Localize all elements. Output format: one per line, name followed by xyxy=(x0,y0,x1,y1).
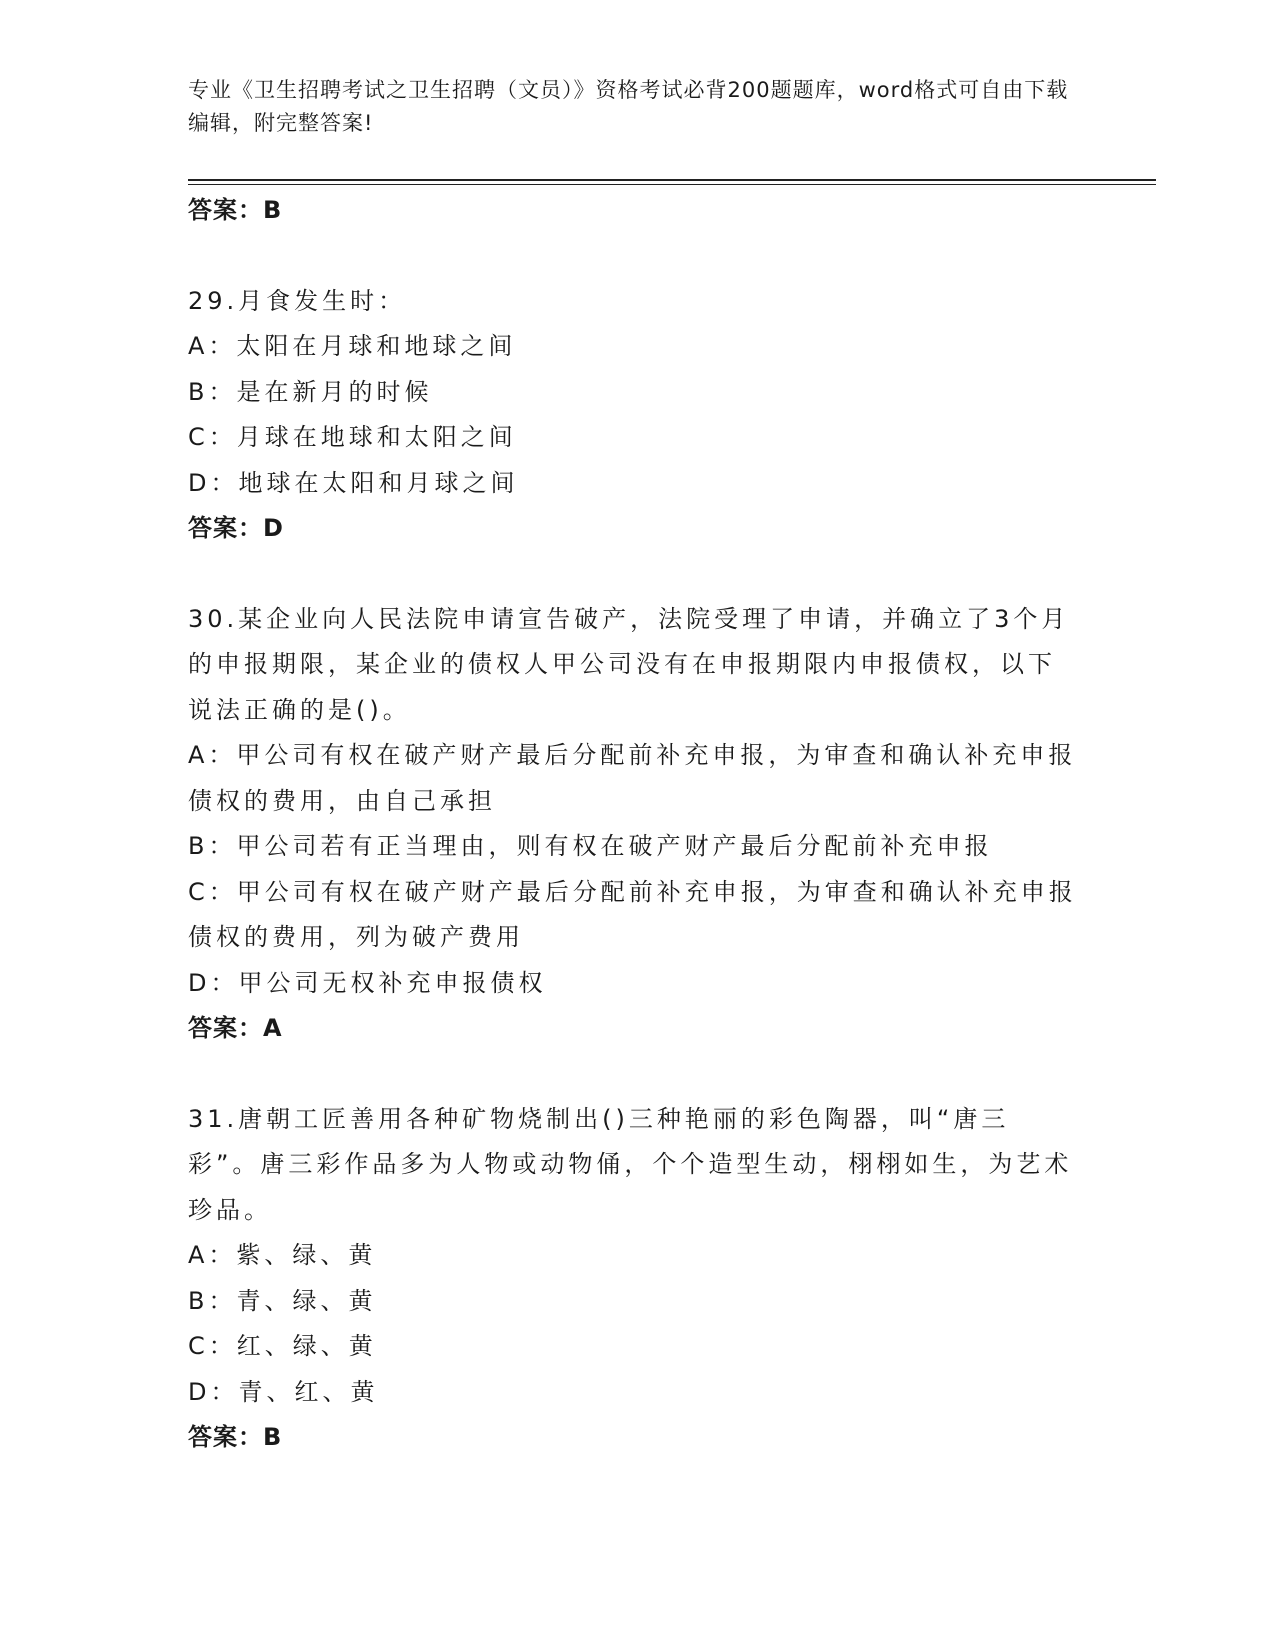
option-b: B：青、绿、黄 xyxy=(188,1286,377,1315)
question-stem: 31.唐朝工匠善用各种矿物烧制出()三种艳丽的彩色陶器，叫“唐三彩”。唐三彩作品多为人物或动物俑，个个造型生动，栩栩如生，为艺术珍品。 xyxy=(188,1104,1073,1224)
option-a: A：太阳在月球和地球之间 xyxy=(188,332,517,360)
question-stem: 30.某企业向人民法院申请宣告破产，法院受理了申请，并确立了3个月的申报期限，某企业的债权人甲公司没有在申报期限内申报债权，以下说法正确的是()。 xyxy=(188,604,1070,724)
question-29 xyxy=(188,279,1078,552)
option-c: C：红、绿、黄 xyxy=(188,1332,377,1360)
option-b: B：是在新月的时候 xyxy=(188,377,433,406)
header-divider-thin xyxy=(188,184,1156,185)
option-a: A：紫、绿、黄 xyxy=(188,1241,377,1269)
answer-previous: 答案：B xyxy=(188,196,283,224)
option-a: A：甲公司有权在破产财产最后分配前补充申报，为审查和确认补充申报债权的费用，由自己承担 xyxy=(188,741,1077,815)
spacer xyxy=(188,552,1078,597)
spacer xyxy=(188,234,1078,279)
question-content xyxy=(188,188,1078,1461)
option-c: C：甲公司有权在破产财产最后分配前补充申报，为审查和确认补充申报债权的费用，列为破产费用 xyxy=(188,877,1077,951)
answer: 答案：B xyxy=(188,1423,283,1451)
option-d: D：青、红、黄 xyxy=(188,1377,379,1406)
answer: 答案：D xyxy=(188,514,284,542)
option-b: B：甲公司若有正当理由，则有权在破产财产最后分配前补充申报 xyxy=(188,832,993,860)
option-d: D：地球在太阳和月球之间 xyxy=(188,468,519,497)
document-header: 专业《卫生招聘考试之卫生招聘（文员）》资格考试必背200题题库，word格式可自由下载编辑，附完整答案! xyxy=(188,78,1069,135)
option-c: C：月球在地球和太阳之间 xyxy=(188,423,517,451)
option-d: D：甲公司无权补充申报债权 xyxy=(188,968,547,997)
answer: 答案：A xyxy=(188,1014,283,1042)
question-30 xyxy=(188,597,1078,1052)
question-stem: 29.月食发生时： xyxy=(188,286,407,315)
header-divider-thick xyxy=(188,179,1156,181)
spacer xyxy=(188,1052,1078,1097)
question-31 xyxy=(188,1097,1078,1461)
